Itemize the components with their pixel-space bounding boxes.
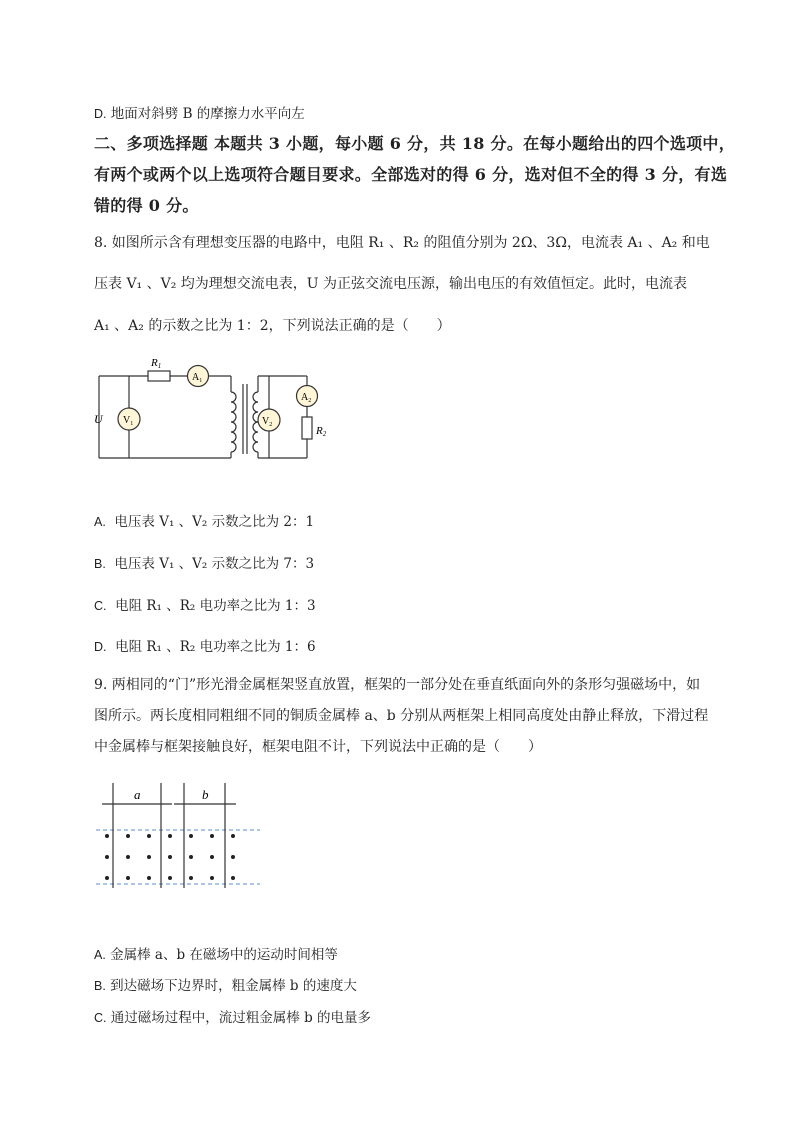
q9-magnetic-field-diagram <box>90 768 265 893</box>
label-r2: R2 <box>316 425 327 438</box>
option-text: 地面对斜劈 B 的摩擦力水平向左 <box>110 106 305 122</box>
option-text: 电压表 V₁ 、V₂ 示数之比为 7：3 <box>114 556 315 572</box>
section-heading-line-3: 错的得 0 分。 <box>94 196 199 215</box>
q9-stem-line-3: 中金属棒与框架接触良好，框架电阻不计，下列说法中正确的是（ ） <box>94 739 542 755</box>
q9-option-b <box>94 976 357 996</box>
svg-text:V2: $V_2$ <box>262 416 273 428</box>
option-prefix: A. <box>94 515 106 529</box>
label-u: U <box>94 412 103 426</box>
q8-option-b <box>94 554 314 574</box>
option-text: 电阻 R₁ 、R₂ 电功率之比为 1：6 <box>115 639 316 655</box>
label-r1: R1 <box>151 357 162 370</box>
q9-option-a <box>94 945 338 965</box>
svg-text:A1: $A_1$ <box>192 372 203 384</box>
q8-stem-line-2: 压表 V₁ 、V₂ 均为理想交流电表，U 为正弦交流电压源，输出电压的有效值恒定。此时，电流表 <box>94 276 688 292</box>
option-text: 电压表 V₁ 、V₂ 示数之比为 2：1 <box>114 514 315 530</box>
field-dots <box>105 834 235 880</box>
primary-coil <box>231 392 236 452</box>
option-text: 金属棒 a、b 在磁场中的运动时间相等 <box>110 947 338 963</box>
q8-option-a <box>94 512 314 532</box>
q8-stem-line-3: A₁ 、A₂ 的示数之比为 1：2，下列说法正确的是（ ） <box>94 318 451 334</box>
option-text: 通过磁场过程中，流过粗金属棒 b 的电量多 <box>110 1010 372 1026</box>
section-heading-line-1: 二、多项选择题 本题共 3 小题，每小题 6 分，共 18 分。在每小题给出的四个选项中， <box>94 134 736 153</box>
secondary-coil <box>253 392 258 452</box>
option-prefix: D. <box>94 640 107 654</box>
q8-option-d <box>94 637 316 657</box>
prev-option-d <box>94 104 305 124</box>
option-prefix: B. <box>94 979 106 993</box>
q9-stem-line-1: 9. 两相同的“门”形光滑金属框架竖直放置，框架的一部分处在垂直纸面向外的条形匀强磁场中，如 <box>94 677 701 693</box>
option-prefix: C. <box>94 599 107 613</box>
section-heading-line-2: 有两个或两个以上选项符合题目要求。全部选对的得 6 分，选对但不全的得 3 分，有选 <box>94 165 728 184</box>
label-b: b <box>202 787 209 802</box>
svg-text:V1: $V_1$ <box>123 415 134 427</box>
option-prefix: B. <box>94 557 106 571</box>
option-text: 到达磁场下边界时，粗金属棒 b 的速度大 <box>110 978 357 994</box>
q8-stem-line-1: 8. 如图所示含有理想变压器的电路中，电阻 R₁ 、R₂ 的阻值分别为 2Ω、3Ω，电流表 A₁ 、A₂ 和电 <box>94 235 710 251</box>
svg-text:A2: $A_2$ <box>301 392 312 404</box>
option-text: 电阻 R₁ 、R₂ 电功率之比为 1：3 <box>115 598 316 614</box>
label-a: a <box>134 787 141 802</box>
option-prefix: D. <box>94 107 107 121</box>
resistor-r1 <box>148 371 170 381</box>
q8-circuit-diagram <box>90 352 340 467</box>
option-prefix: C. <box>94 1011 107 1025</box>
q9-stem-line-2: 图所示。两长度相同粗细不同的铜质金属棒 a、b 分别从两框架上相同高度处由静止释放，下滑过程 <box>94 708 709 724</box>
q8-option-c <box>94 596 316 616</box>
option-prefix: A. <box>94 948 106 962</box>
q9-option-c <box>94 1008 371 1028</box>
resistor-r2 <box>302 417 312 439</box>
